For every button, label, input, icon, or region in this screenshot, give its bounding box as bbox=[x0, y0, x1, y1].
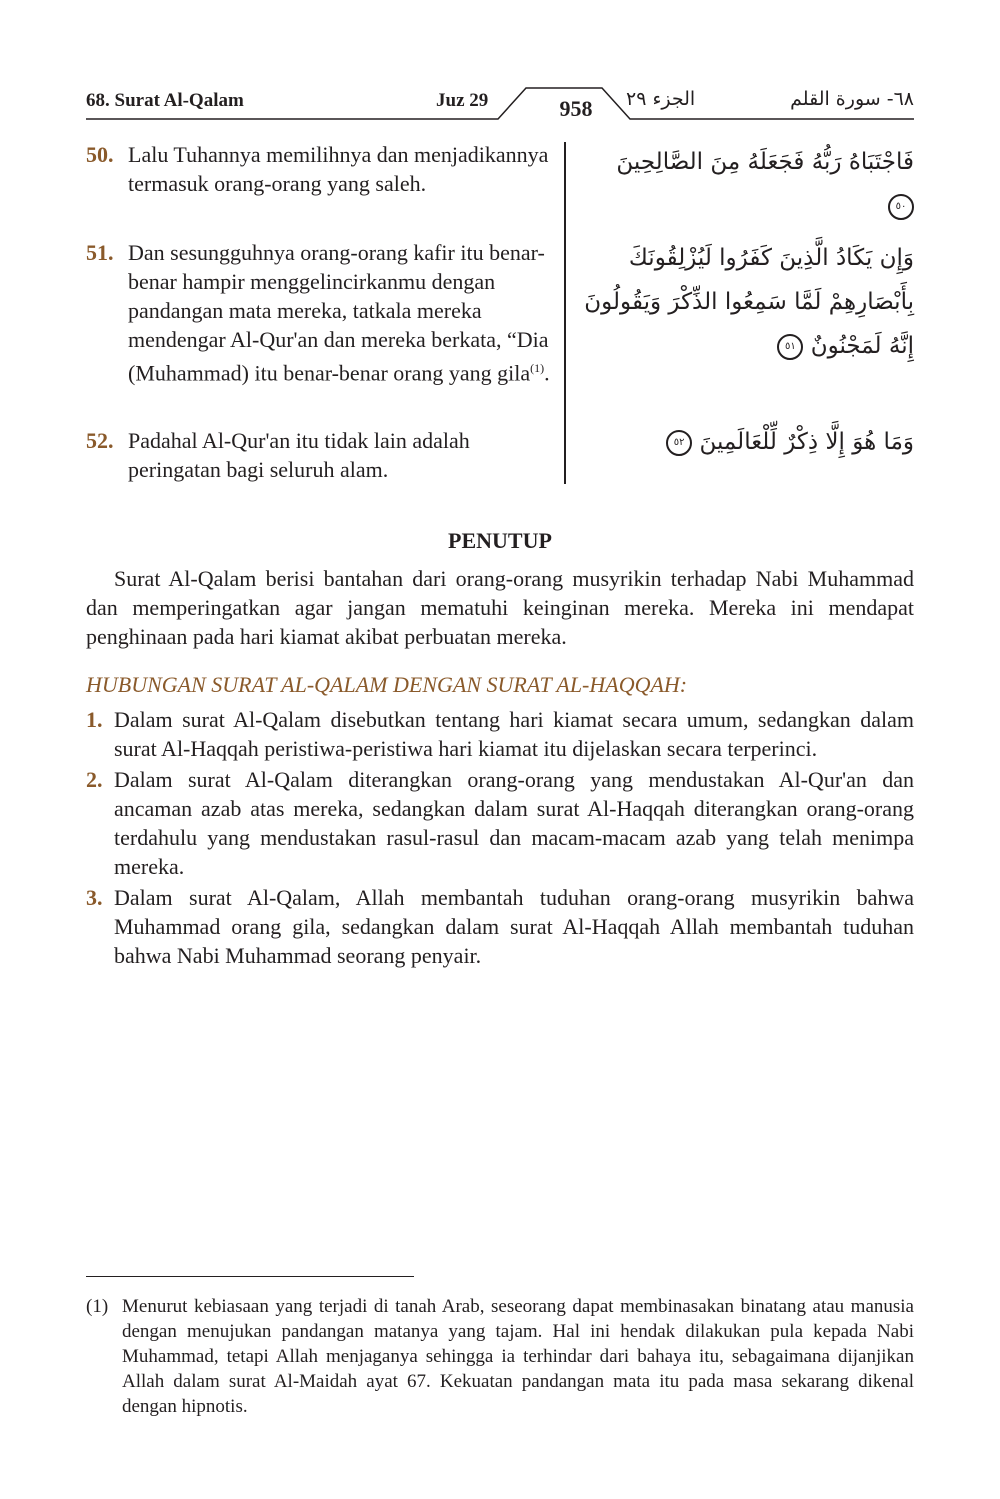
verse-51-translation bbox=[86, 238, 556, 387]
verse-text-main: Dan sesungguhnya orang-orang kafir itu benar-benar hampir menggelincirkanmu dengan pandangan mata mereka, tatkala mereka mendengar Al-Qur'an dan mereka berkata, “Dia (Muhammad) itu benar-benar orang yang gila bbox=[128, 240, 549, 386]
relation-title: HUBUNGAN SURAT AL-QALAM DENGAN SURAT AL-HAQQAH: bbox=[86, 672, 688, 697]
footnote bbox=[86, 1294, 914, 1419]
verse-51-arabic bbox=[584, 236, 914, 368]
verse-section bbox=[86, 140, 914, 486]
verse-52-translation bbox=[86, 426, 556, 484]
closing-title: PENUTUP bbox=[448, 528, 552, 553]
list-item bbox=[86, 765, 914, 881]
surah-title-arabic: ٦٨- سورة القلم bbox=[790, 88, 914, 110]
column-divider bbox=[564, 142, 566, 484]
list-number: 2. bbox=[86, 767, 103, 792]
arabic-text: فَاجْتَبَاهُ رَبُّهُ فَجَعَلَهُ مِنَ الصَّالِحِينَ bbox=[616, 149, 914, 175]
verse-number: 50. bbox=[86, 142, 114, 167]
verse-text: Padahal Al-Qur'an itu tidak lain adalah peringatan bagi seluruh alam. bbox=[128, 428, 470, 482]
juz-label-arabic: الجزء ٢٩ bbox=[626, 88, 696, 110]
surah-title-latin: 68. Surat Al-Qalam bbox=[86, 90, 244, 111]
list-text: Dalam surat Al-Qalam disebutkan tentang hari kiamat secara umum, sedangkan dalam surat Al-Haqqah peristiwa-peristiwa hari kiamat itu dijelaskan secara terperinci. bbox=[114, 707, 914, 761]
page-number: 958 bbox=[559, 96, 593, 121]
list-item bbox=[86, 883, 914, 970]
verse-50-translation bbox=[86, 140, 556, 198]
verse-50-arabic bbox=[584, 140, 914, 228]
closing-body: Surat Al-Qalam berisi bantahan dari orang-orang musyrikin terhadap Nabi Muhammad dan memperingatkan agar jangan mematuhi keinginan mereka. Mereka ini mendapat penghinaan pada hari kiamat akibat perbuatan mereka. bbox=[86, 566, 914, 649]
juz-label: Juz 29 bbox=[436, 90, 489, 111]
footnote-text: Menurut kebiasaan yang terjadi di tanah Arab, seseorang dapat membinasakan binatang atau manusia dengan menujukan pandangan matanya yang tajam. Hal ini hendak dilakukan pula kepada Nabi Muhammad, tetapi Allah menjaganya sehingga ia terhindar dari bahaya itu, sebagaimana dijanjikan Allah dalam surat Al-Maidah ayat 67. Kekuatan pandangan mata itu pada masa sekarang dikenal dengan hipnotis. bbox=[122, 1296, 914, 1417]
verse-52-arabic bbox=[584, 420, 914, 464]
ayah-end-icon: ٥٠ bbox=[888, 194, 914, 220]
arabic-text: وَمَا هُوَ إِلَّا ذِكْرٌ لِّلْعَالَمِينَ bbox=[699, 429, 914, 455]
list-text: Dalam surat Al-Qalam, Allah membantah tuduhan orang-orang musyrikin bahwa Muhammad orang gila, sedangkan dalam surat Al-Haqqah Allah membantah tuduhan bahwa Nabi Muhammad seorang penyair. bbox=[114, 885, 914, 968]
ayah-end-icon: ٥٢ bbox=[666, 430, 692, 456]
verse-text bbox=[128, 238, 556, 387]
verse-text: Lalu Tuhannya memilihnya dan menjadikannya termasuk orang-orang yang saleh. bbox=[128, 142, 549, 196]
footnote-marker: (1) bbox=[86, 1296, 109, 1317]
page-header bbox=[86, 86, 914, 126]
verse-text-end: . bbox=[544, 360, 550, 386]
list-item bbox=[86, 705, 914, 763]
verse-number: 51. bbox=[86, 240, 114, 265]
list-number: 1. bbox=[86, 707, 103, 732]
arabic-text: وَإِن يَكَادُ الَّذِينَ كَفَرُوا لَيُزْلِقُونَكَ بِأَبْصَارِهِمْ لَمَّا سَمِعُوا الذِّكْرَ وَيَقُولُونَ إِنَّهُ لَمَجْنُونٌ bbox=[584, 245, 914, 359]
footnote-ref[interactable]: (1) bbox=[530, 361, 545, 375]
footnote-rule bbox=[86, 1276, 414, 1277]
verse-number: 52. bbox=[86, 428, 114, 453]
list-text: Dalam surat Al-Qalam diterangkan orang-orang yang mendustakan Al-Qur'an dan ancaman azab atas mereka, sedangkan dalam surat Al-Haqqah diterangkan orang-orang terdahulu yang mendustakan rasul-rasul dan macam-macam azab yang telah menimpa mereka. bbox=[114, 767, 914, 879]
relation-list bbox=[86, 705, 914, 972]
ayah-end-icon: ٥١ bbox=[777, 334, 803, 360]
list-number: 3. bbox=[86, 885, 103, 910]
